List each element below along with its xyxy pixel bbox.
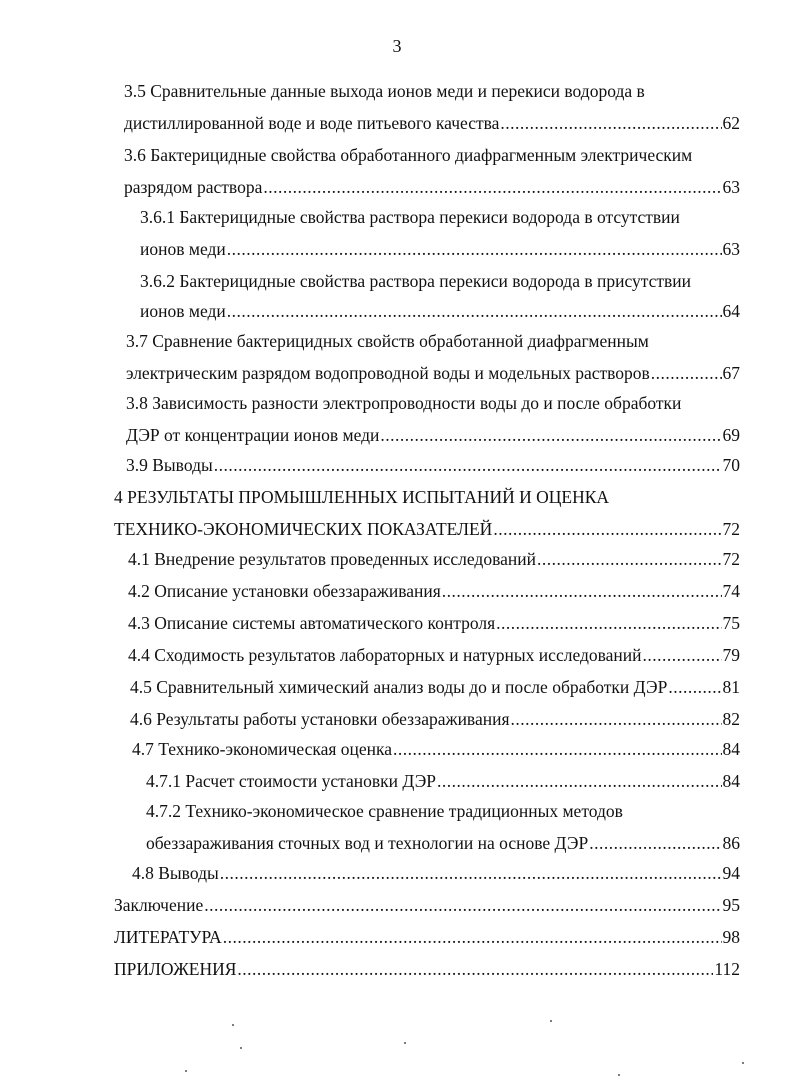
toc-entry-3-5[interactable]: дистиллированной воде и воде питьевого качества ..... 62 <box>124 108 740 138</box>
page-number: 3 <box>392 36 402 56</box>
toc-entry-3-6-1[interactable]: ионов меди ..... 63 <box>140 234 740 264</box>
dot-leader <box>651 358 722 388</box>
dot-leader <box>220 858 722 888</box>
scan-speck <box>185 1070 187 1072</box>
toc-entry-4-line1: 4 РЕЗУЛЬТАТЫ ПРОМЫШЛЕННЫХ ИСПЫТАНИЙ И ОЦЕНКА <box>114 487 610 507</box>
dot-leader <box>227 296 722 326</box>
dot-leader <box>393 734 721 764</box>
toc-entry-4-7-2-line1: 4.7.2 Технико-экономическое сравнение традиционных методов <box>146 801 623 821</box>
dot-leader <box>437 766 721 796</box>
dot-leader <box>493 514 721 544</box>
dot-leader <box>227 234 722 264</box>
toc-entry-4-1[interactable]: 4.1 Внедрение результатов проведенных исследований ..... 72 <box>128 544 740 574</box>
dot-leader <box>643 640 722 670</box>
toc-entry-3-9[interactable]: 3.9 Выводы ..... 70 <box>126 450 740 480</box>
toc-entry-3-8[interactable]: ДЭР от концентрации ионов меди ..... 69 <box>126 420 740 450</box>
toc-entry-4-2[interactable]: 4.2 Описание установки обеззараживания ..... 74 <box>128 576 740 606</box>
dot-leader <box>263 172 721 202</box>
dot-leader <box>537 544 722 574</box>
dot-leader <box>511 704 722 734</box>
toc-entry-3-7[interactable]: электрическим разрядом водопроводной воды и модельных растворов ..... 67 <box>126 358 740 388</box>
toc-entry-4-8[interactable]: 4.8 Выводы ..... 94 <box>132 858 740 888</box>
scan-speck <box>232 1024 234 1026</box>
toc-entry-3-6-2[interactable]: ионов меди ..... 64 <box>140 296 740 326</box>
toc-entry-4-7-1[interactable]: 4.7.1 Расчет стоимости установки ДЭР ..... 84 <box>146 766 740 796</box>
toc-entry-3-6-line1: 3.6 Бактерицидные свойства обработанного диафрагменным электрическим <box>124 145 693 165</box>
dot-leader <box>442 576 722 606</box>
toc-entry-appendices[interactable]: ПРИЛОЖЕНИЯ ..... 112 <box>114 954 740 984</box>
dot-leader <box>496 608 721 638</box>
toc-entry-3-5-line1: 3.5 Сравнительные данные выхода ионов меди и перекиси водорода в <box>124 81 645 101</box>
scan-speck <box>404 1042 406 1044</box>
scan-speck <box>618 1074 620 1076</box>
toc-entry-3-6-2-line1: 3.6.2 Бактерицидные свойства раствора перекиси водорода в присутствии <box>140 271 692 291</box>
toc-entry-3-6-1-line1: 3.6.1 Бактерицидные свойства раствора перекиси водорода в отсутствии <box>140 207 680 227</box>
scan-speck <box>240 1047 242 1049</box>
dot-leader <box>500 108 721 138</box>
dot-leader <box>589 828 721 858</box>
dot-leader <box>223 922 722 952</box>
toc-entry-4-3[interactable]: 4.3 Описание системы автоматического контроля ..... 75 <box>128 608 740 638</box>
scan-speck <box>550 1020 552 1022</box>
toc-entry-4-4[interactable]: 4.4 Сходимость результатов лабораторных и натурных исследований ..... 79 <box>128 640 740 670</box>
toc-entry-conclusion[interactable]: Заключение ..... 95 <box>114 890 740 920</box>
toc-entry-3-7-line1: 3.7 Сравнение бактерицидных свойств обработанной диафрагменным <box>126 331 649 351</box>
dot-leader <box>237 954 713 984</box>
toc-entry-3-6[interactable]: разрядом раствора ..... 63 <box>124 172 740 202</box>
scan-speck <box>742 1062 744 1064</box>
dot-leader <box>380 420 721 450</box>
toc-entry-4-5[interactable]: 4.5 Сравнительный химический анализ воды до и после обработки ДЭР ..... 81 <box>130 672 740 702</box>
toc-entry-3-8-line1: 3.8 Зависимость разности электропроводности воды до и после обработки <box>126 393 682 413</box>
dot-leader <box>668 672 721 702</box>
dot-leader <box>214 450 722 480</box>
toc-entry-4-6[interactable]: 4.6 Результаты работы установки обеззараживания ..... 82 <box>130 704 740 734</box>
dot-leader <box>204 890 721 920</box>
toc-entry-4-7-2[interactable]: обеззараживания сточных вод и технологии на основе ДЭР ..... 86 <box>146 828 740 858</box>
toc-entry-4[interactable]: ТЕХНИКО-ЭКОНОМИЧЕСКИХ ПОКАЗАТЕЛЕЙ ..... 72 <box>114 514 740 544</box>
toc-entry-literature[interactable]: ЛИТЕРАТУРА ..... 98 <box>114 922 740 952</box>
toc-entry-4-7[interactable]: 4.7 Технико-экономическая оценка ..... 84 <box>132 734 740 764</box>
